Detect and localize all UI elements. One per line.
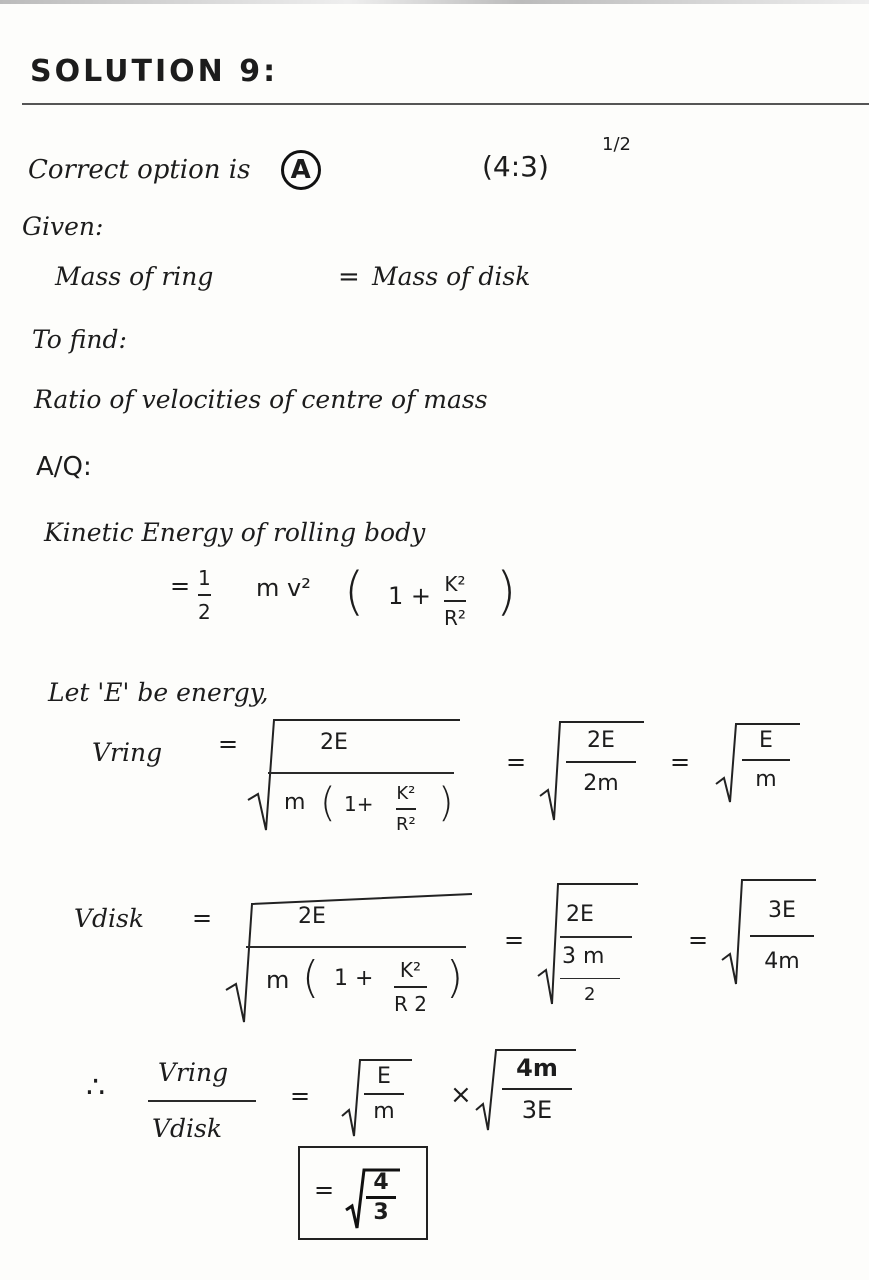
ke-heading: Kinetic Energy of rolling body <box>44 518 426 547</box>
given-label: Given: <box>22 212 104 241</box>
ratio-den: Vdisk <box>152 1114 223 1143</box>
v-ring-eq3: = <box>670 748 691 776</box>
v-ring-eq1: = <box>218 730 239 758</box>
title-underline <box>22 103 869 105</box>
ratio-times: × <box>450 1080 472 1110</box>
ratio-eq: = <box>290 1082 311 1110</box>
v-ring-label: Vring <box>92 738 163 767</box>
v-disk-k2: K² <box>399 958 422 982</box>
v-disk-den1-m: m <box>266 966 290 994</box>
aq-label: A/Q: <box>36 452 92 482</box>
v-disk-label: Vdisk <box>74 904 145 933</box>
ratio-frac1 <box>364 1064 404 1124</box>
v-disk-eq2: = <box>504 926 525 954</box>
v-ring-r2: R² <box>396 814 416 835</box>
ke-half-num: 1 <box>198 566 211 590</box>
v-ring-den1-m: m <box>284 790 306 815</box>
ke-r2: R² <box>444 606 466 630</box>
ke-k2: K² <box>444 572 466 596</box>
therefore-symbol: ∴ <box>86 1070 106 1105</box>
v-disk-den3: 4m <box>764 949 800 974</box>
ratio-f1-den: m <box>373 1099 395 1124</box>
v-ring-den1-paren-open: ( <box>320 780 336 826</box>
v-ring-frac2 <box>566 728 636 796</box>
v-disk-eq3: = <box>688 926 709 954</box>
let-e-text: Let 'E' be energy, <box>48 678 269 707</box>
v-ring-eq2: = <box>506 748 527 776</box>
v-ring-den3: m <box>755 767 777 792</box>
ratio-num: Vring <box>158 1058 229 1087</box>
v-ring-frac1-bar <box>268 772 454 774</box>
answer-line <box>28 150 321 190</box>
page-title: SOLUTION 9: <box>30 54 279 89</box>
v-disk-num3: 3E <box>768 898 796 923</box>
final-eq: = <box>314 1176 335 1204</box>
answer-option-circle: A <box>281 150 321 190</box>
v-ring-num2: 2E <box>587 728 615 753</box>
ke-one-plus: 1 + <box>388 582 432 610</box>
to-find-label: To find: <box>32 325 127 354</box>
v-disk-num1: 2E <box>298 904 326 929</box>
v-disk-eq1: = <box>192 904 213 932</box>
v-ring-den1-one-plus: 1+ <box>344 792 374 816</box>
ke-equals: = <box>170 572 191 600</box>
top-edge-mark <box>0 0 869 4</box>
v-ring-num1: 2E <box>320 730 348 755</box>
ke-mv2: m v² <box>256 574 311 602</box>
v-disk-num2: 2E <box>566 902 594 927</box>
v-disk-den1-one-plus: 1 + <box>334 966 374 991</box>
ratio-f2-den: 3E <box>521 1096 553 1124</box>
v-disk-den1-k-over-r <box>394 958 427 1016</box>
given-lhs: Mass of ring <box>55 262 214 291</box>
v-disk-den2-inner-bar <box>560 978 620 979</box>
v-disk-den1-paren-open: ( <box>302 952 320 1003</box>
answer-exponent: 1/2 <box>602 134 631 155</box>
ke-k-over-r <box>444 572 466 630</box>
ke-half-den: 2 <box>198 600 211 624</box>
v-disk-frac1-bar <box>246 946 466 948</box>
final-fraction <box>366 1170 396 1225</box>
ke-open-paren: ( <box>344 562 365 622</box>
v-disk-r2: R 2 <box>394 992 427 1016</box>
answer-value: (4:3) <box>482 150 549 183</box>
v-ring-k2: K² <box>396 783 416 804</box>
v-ring-den2: 2m <box>583 771 619 796</box>
v-disk-den1-paren-close: ) <box>446 952 464 1003</box>
ke-half-fraction <box>198 566 211 624</box>
v-ring-frac3 <box>742 728 790 792</box>
v-disk-frac2-bar <box>560 936 632 938</box>
v-ring-den1-k-over-r <box>396 783 416 835</box>
ratio-frac2 <box>502 1054 572 1124</box>
v-disk-radical-1 <box>226 892 472 1026</box>
v-ring-num3: E <box>759 728 773 753</box>
given-equals: = <box>338 262 360 292</box>
ratio-bar <box>148 1100 256 1102</box>
final-den: 3 <box>373 1200 389 1225</box>
ratio-f2-num: 4m <box>516 1054 558 1082</box>
v-ring-radical-1 <box>248 718 460 836</box>
to-find-text: Ratio of velocities of centre of mass <box>34 385 488 414</box>
given-rhs: Mass of disk <box>372 262 531 291</box>
v-disk-frac3 <box>750 898 814 974</box>
ke-close-paren: ) <box>496 562 517 622</box>
final-num: 4 <box>373 1170 389 1195</box>
answer-prefix: Correct option is <box>28 155 251 185</box>
v-disk-den2-top: 3 m <box>562 944 605 969</box>
v-disk-den2-bottom: 2 <box>584 984 596 1005</box>
v-ring-den1-paren-close: ) <box>438 780 454 826</box>
ratio-f1-num: E <box>377 1064 391 1089</box>
